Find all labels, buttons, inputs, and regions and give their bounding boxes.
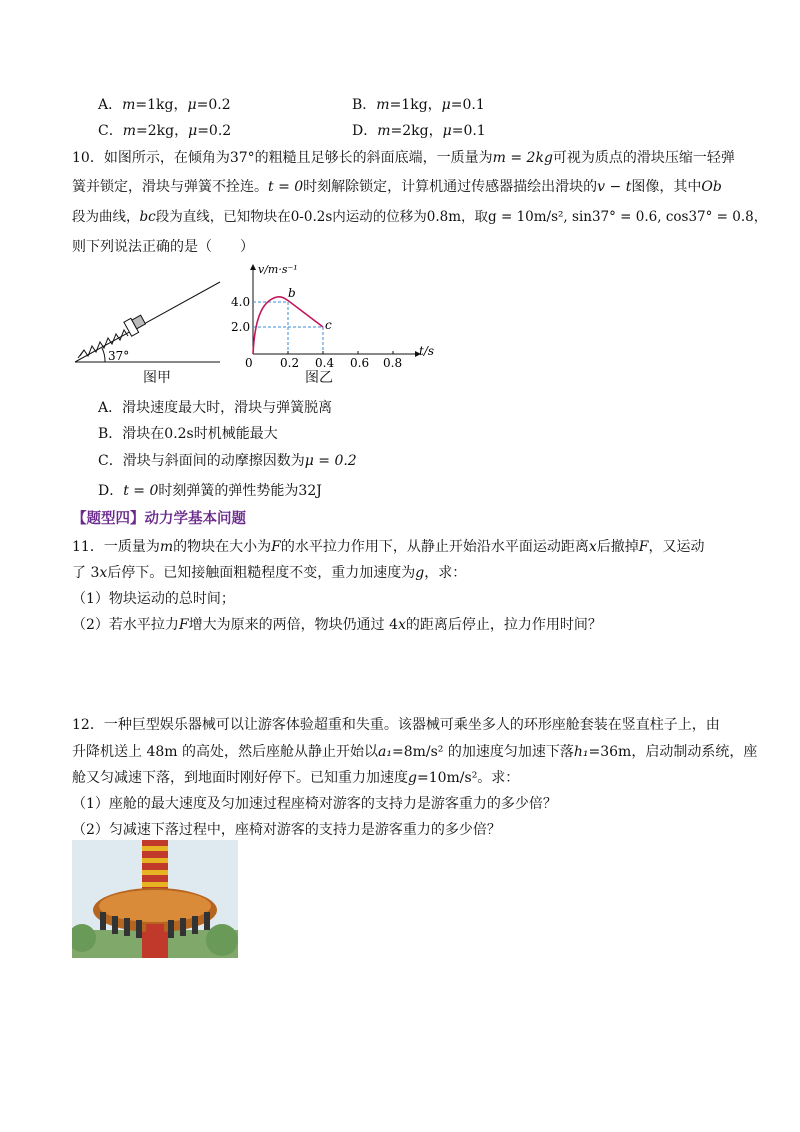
option-c: C．m=2kg，μ=0.2 [98, 123, 232, 139]
x-tick: 0.8 [383, 356, 403, 370]
vt-curve [253, 297, 323, 354]
q10-line3: 段为曲线，bc段为直线，已知物块在0-0.2s内运动的位移为0.8m，取g = 10m/s², sin37° = 0.6, cos37° = 0.8， [72, 209, 768, 225]
x-tick: 0.2 [280, 356, 300, 370]
q10-option-d: D．t = 0时刻弹簧的弹性势能为32J [98, 483, 322, 499]
figure2-caption: 图乙 [305, 370, 333, 386]
q12-part1: （1）座舱的最大速度及匀加速过程座椅对游客的支持力是游客重力的多少倍？ [72, 796, 557, 812]
x-tick: 0.6 [350, 356, 370, 370]
q11-part2: （2）若水平拉力F增大为原来的两倍，物块仍通过 4x的距离后停止，拉力作用时间？ [72, 617, 602, 633]
q10-option-b: B．滑块在0.2s时机械能最大 [98, 426, 278, 442]
x-axis-label: t/s [419, 344, 435, 358]
q12-line3: 舱又匀减速下落，到地面时刚好停下。已知重力加速度g=10m/s²。求： [72, 770, 520, 786]
angle-arc [102, 348, 105, 362]
q12-part2: （2）匀减速下落过程中，座椅对游客的支持力是游客重力的多少倍？ [72, 822, 501, 838]
y-tick: 2.0 [231, 320, 251, 334]
q11-line2: 了 3x后停下。已知接触面粗糙程度不变，重力加速度为g，求： [72, 565, 467, 581]
q10-line2: 簧并锁定，滑块与弹簧不拴连。t = 0时刻解除锁定，计算机通过传感器描绘出滑块的v − t图像，其中Ob [72, 179, 722, 195]
y-axis-label: v/m·s⁻¹ [258, 263, 298, 276]
y-axis-arrow-icon [250, 264, 256, 270]
y-tick: 4.0 [231, 295, 251, 309]
x-tick: 0.4 [315, 356, 335, 370]
option-a: A．m=1kg，μ=0.2 [98, 97, 231, 113]
origin-label: 0 [245, 356, 253, 370]
q11-part1: （1）物块运动的总时间； [72, 591, 235, 607]
q10-option-c: C．滑块与斜面间的动摩擦因数为μ = 0.2 [98, 453, 357, 469]
angle-label: 37° [108, 349, 130, 363]
point-c-label: c [325, 318, 332, 332]
q10-line1: 10．如图所示，在倾角为37°的粗糙且足够长的斜面底端，一质量为m = 2kg可视为质点的滑块压缩一轻弹 [72, 150, 735, 166]
q10-option-a: A．滑块速度最大时，滑块与弹簧脱离 [98, 400, 333, 416]
ride-photo [72, 840, 238, 958]
vt-graph [225, 262, 440, 372]
q12-line2: 升降机送上 48m 的高处，然后座舱从静止开始以a₁=8m/s² 的加速度匀加速下落h₁=36m，启动制动系统，座 [72, 744, 758, 760]
point-b-label: b [288, 286, 296, 300]
section-heading: 【题型四】动力学基本问题 [72, 511, 246, 527]
q11-line1: 11．一质量为m的物块在大小为F的水平拉力作用下，从静止开始沿水平面运动距离x后撤掉F，又运动 [72, 539, 705, 555]
figure1-caption: 图甲 [143, 370, 171, 386]
option-d: D．m=2kg，μ=0.1 [352, 123, 486, 139]
q12-line1: 12．一种巨型娱乐器械可以让游客体验超重和失重。该器械可乘坐多人的环形座舱套装在竖直柱子上，由 [72, 717, 720, 733]
option-b: B．m=1kg，μ=0.1 [352, 97, 485, 113]
q10-line4: 则下列说法正确的是（ ） [72, 239, 254, 255]
